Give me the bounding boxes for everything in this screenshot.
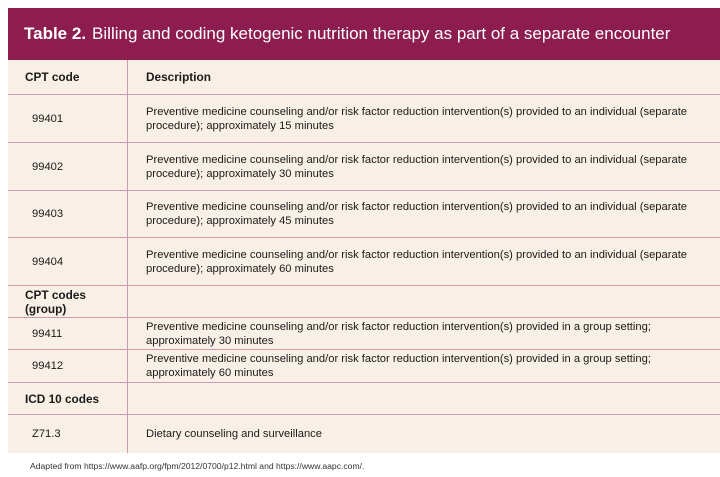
billing-table [8,8,720,453]
table-title-bar [8,8,720,60]
table-row [8,415,720,453]
section-row-icd [8,383,720,415]
code-cell: 99412 [8,350,128,382]
table-title: Billing and coding ketogenic nutrition therapy as part of a separate encounter [92,24,671,43]
table-row [8,318,720,350]
description-cell: Preventive medicine counseling and/or risk factor reduction intervention(s) provided to an individual (separate procedure); approximately 45 minutes [146,201,688,227]
section-label: ICD 10 codes [8,383,128,414]
table-row [8,350,720,383]
code-cell: 99411 [8,318,128,349]
description-cell [128,286,720,317]
code-cell: 99403 [8,191,128,237]
header-cpt-code: CPT code [8,60,128,94]
description-cell: Preventive medicine counseling and/or risk factor reduction intervention(s) provided to an individual (separate procedure); approximately 15 minutes [146,105,688,132]
description-cell: Preventive medicine counseling and/or risk factor reduction intervention(s) provided in a group setting; approximately 60 minutes [146,353,651,379]
header-description: Description [146,70,211,84]
code-cell: 99401 [8,95,128,142]
code-cell: 99404 [8,238,128,285]
section-label: CPT codes (group) [8,286,128,317]
table-label: Table 2. [24,24,87,43]
table-row [8,95,720,143]
description-cell: Dietary counseling and surveillance [146,428,322,440]
table-row [8,143,720,191]
table-row [8,238,720,286]
description-cell [128,383,720,414]
table-header-row [8,60,720,95]
table-row [8,191,720,238]
source-footnote: Adapted from https://www.aafp.org/fpm/2012/0700/p12.html and https://www.aapc.com/. [30,461,365,471]
section-row-group [8,286,720,318]
description-cell: Preventive medicine counseling and/or risk factor reduction intervention(s) provided to an individual (separate procedure); approximately 30 minutes [146,153,688,180]
description-cell: Preventive medicine counseling and/or risk factor reduction intervention(s) provided in a group setting; approximately 30 minutes [146,320,651,347]
description-cell: Preventive medicine counseling and/or risk factor reduction intervention(s) provided to an individual (separate procedure); approximately 60 minutes [146,248,688,275]
code-cell: Z71.3 [8,415,128,453]
code-cell: 99402 [8,143,128,190]
